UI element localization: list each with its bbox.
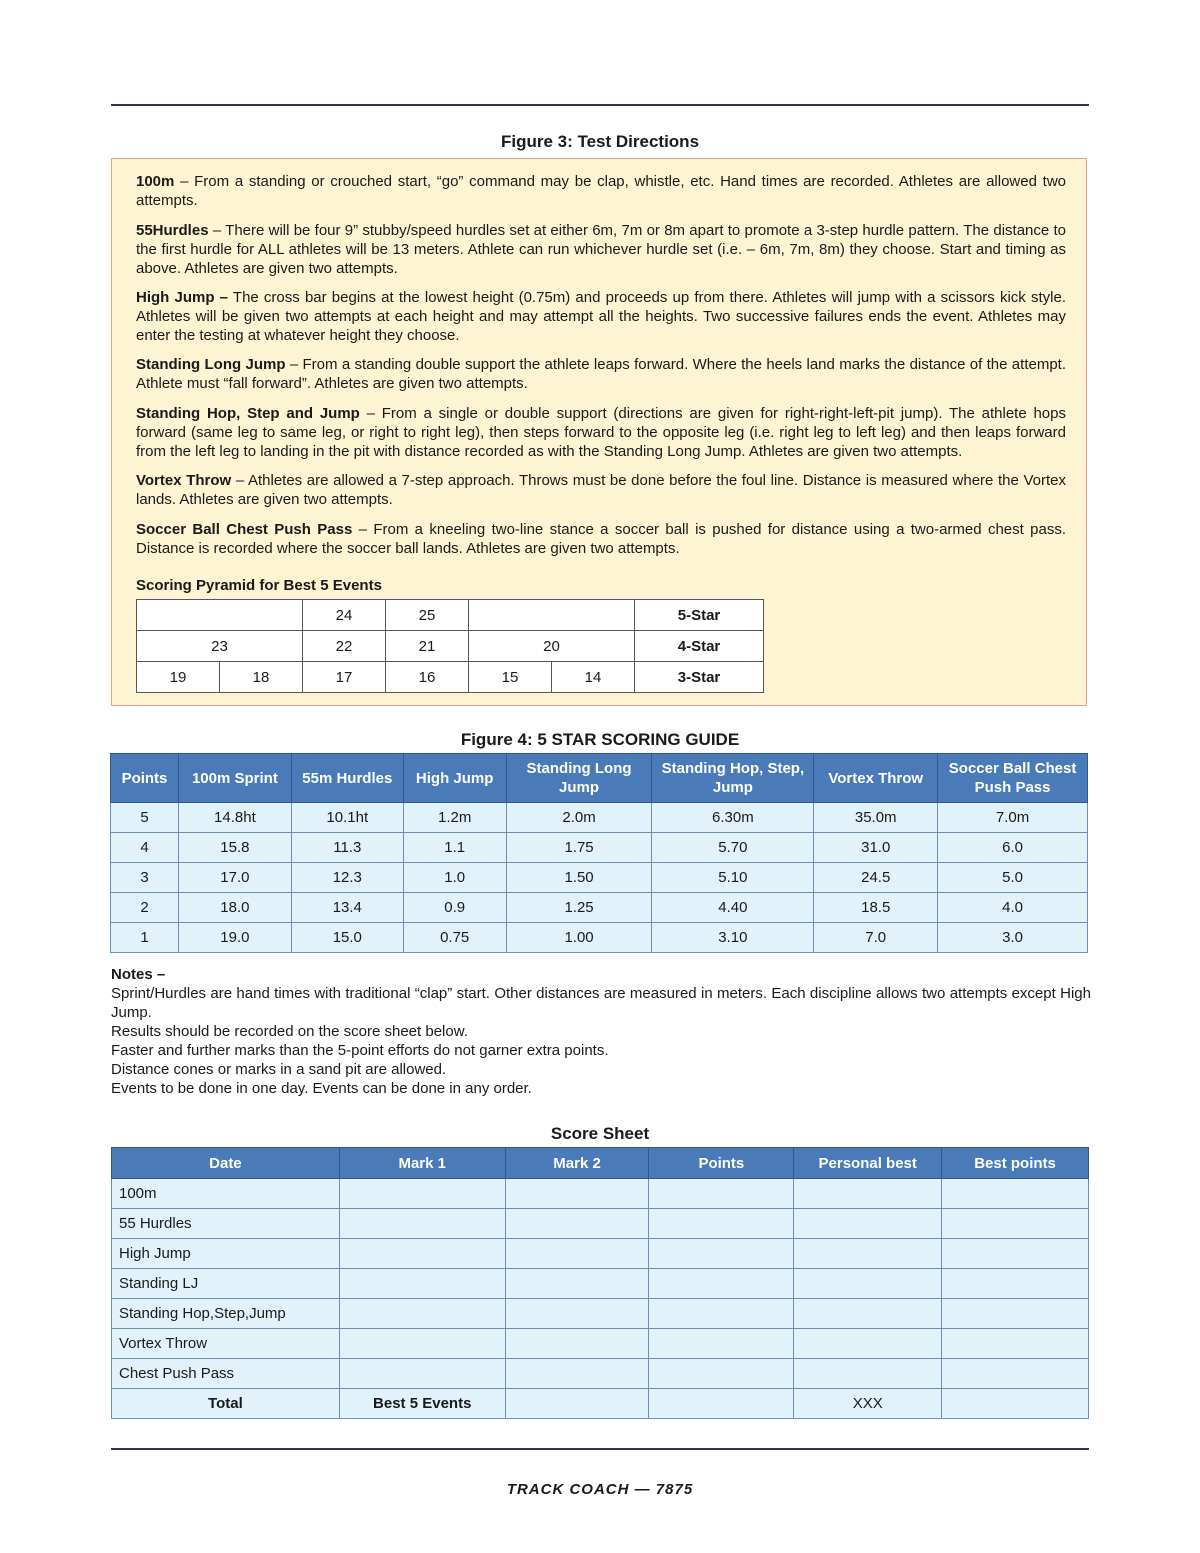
guide-cell: 17.0 (178, 863, 291, 893)
direction-text: – Athletes are allowed a 7-step approach. Throws must be done before the foul line. Distance is measured where the Vortex lands. Athletes are given two attempts. (136, 472, 1067, 508)
direction-name: 55Hurdles (136, 222, 209, 239)
guide-header-cell: Standing Hop, Step, Jump (652, 754, 814, 803)
mark-1-field[interactable] (339, 1329, 505, 1359)
figure-4-title: Figure 4: 5 STAR SCORING GUIDE (460, 730, 740, 749)
score-row-chest-push-pass (112, 1359, 1089, 1389)
direction-standing-hop-step-jump (136, 404, 1066, 461)
scoring-guide-table (110, 753, 1088, 953)
pyramid-cell: 24 (303, 600, 386, 631)
best-points-field[interactable] (942, 1359, 1089, 1389)
scoring-pyramid-table (136, 599, 764, 693)
guide-cell: 15.0 (291, 923, 403, 953)
guide-cell: 7.0 (814, 923, 938, 953)
pyramid-cell: 22 (303, 631, 386, 662)
total-label: Total (112, 1389, 340, 1419)
direction-text: – From a single or double support (directions are given for right-right-left-pit jump). The athlete hops forward (same leg to same leg, or right to right leg), then steps forward to the opposite leg (i.e. right leg to left leg) and then leaps forward from the left leg to landing in the pit with distance recorded as with the Standing Long Jump. Athletes are given two attempts. (136, 405, 1066, 460)
guide-cell: 1 (111, 923, 179, 953)
pyramid-row-5-star (137, 600, 764, 631)
score-event-label: 55 Hurdles (112, 1209, 340, 1239)
guide-cell: 3.10 (652, 923, 814, 953)
guide-cell: 6.30m (652, 803, 814, 833)
guide-cell: 5 (111, 803, 179, 833)
score-header-cell: Mark 2 (505, 1148, 649, 1179)
score-row-high-jump (112, 1239, 1089, 1269)
personal-best-field[interactable] (794, 1239, 942, 1269)
pyramid-cell-empty (469, 600, 635, 631)
points-field[interactable] (649, 1359, 794, 1389)
direction-text: – From a standing double support the athlete leaps forward. Where the heels land marks the distance of the attempt. Athlete must “fall forward”. Athletes are given two attempts. (136, 356, 1067, 392)
page-footer: TRACK COACH — 7875 (506, 1481, 694, 1498)
direction-name: Soccer Ball Chest Push Pass (136, 521, 353, 538)
personal-best-field[interactable] (794, 1269, 942, 1299)
direction-name: Standing Hop, Step and Jump (136, 405, 360, 422)
pyramid-cell: 17 (303, 662, 386, 693)
best-points-field[interactable] (942, 1389, 1089, 1419)
pyramid-cell-empty (137, 600, 303, 631)
guide-header-cell: 55m Hurdles (291, 754, 403, 803)
guide-cell: 2 (111, 893, 179, 923)
notes-title: Notes – (111, 966, 166, 983)
guide-cell: 1.1 (403, 833, 506, 863)
guide-header-row (111, 754, 1088, 803)
personal-best-field[interactable] (794, 1329, 942, 1359)
best-points-field[interactable] (942, 1269, 1089, 1299)
guide-cell: 0.9 (403, 893, 506, 923)
guide-cell: 15.8 (178, 833, 291, 863)
pyramid-star-label: 5-Star (635, 600, 764, 631)
pyramid-cell: 21 (386, 631, 469, 662)
best-points-field[interactable] (942, 1329, 1089, 1359)
score-event-label: Standing LJ (112, 1269, 340, 1299)
guide-cell: 14.8ht (178, 803, 291, 833)
guide-cell: 4.0 (938, 893, 1088, 923)
points-field[interactable] (649, 1329, 794, 1359)
guide-cell: 31.0 (814, 833, 938, 863)
mark-2-field[interactable] (505, 1389, 649, 1419)
guide-cell: 1.75 (506, 833, 652, 863)
pyramid-cell: 19 (137, 662, 220, 693)
direction-name: High Jump – (136, 289, 229, 306)
guide-cell: 1.50 (506, 863, 652, 893)
pyramid-row-3-star (137, 662, 764, 693)
pyramid-star-label: 4-Star (635, 631, 764, 662)
guide-header-cell: 100m Sprint (178, 754, 291, 803)
guide-cell: 3.0 (938, 923, 1088, 953)
guide-cell: 19.0 (178, 923, 291, 953)
personal-best-field[interactable] (794, 1299, 942, 1329)
points-field[interactable] (649, 1269, 794, 1299)
guide-cell: 18.0 (178, 893, 291, 923)
score-event-label: 100m (112, 1179, 340, 1209)
best-points-field[interactable] (942, 1239, 1089, 1269)
mark-2-field[interactable] (505, 1329, 649, 1359)
xxx-placeholder: XXX (794, 1389, 942, 1419)
best-points-field[interactable] (942, 1179, 1089, 1209)
guide-cell: 1.0 (403, 863, 506, 893)
best-points-field[interactable] (942, 1299, 1089, 1329)
guide-cell: 11.3 (291, 833, 403, 863)
best-5-events-label: Best 5 Events (339, 1389, 505, 1419)
pyramid-cell: 23 (137, 631, 303, 662)
score-header-cell: Mark 1 (339, 1148, 505, 1179)
points-field[interactable] (649, 1209, 794, 1239)
direction-text: The cross bar begins at the lowest height (0.75m) and proceeds up from there. Athletes will jump with a scissors kick style. Athletes will be given two attempts at each height and may attempt all the heights. Two successive failures ends the event. Athletes may enter the testing at whatever height they choose. (136, 289, 1066, 344)
guide-cell: 12.3 (291, 863, 403, 893)
score-header-cell: Points (649, 1148, 794, 1179)
guide-cell: 3 (111, 863, 179, 893)
score-event-label: High Jump (112, 1239, 340, 1269)
score-header-cell: Date (112, 1148, 340, 1179)
guide-row (111, 863, 1088, 893)
guide-row (111, 803, 1088, 833)
guide-cell: 1.25 (506, 893, 652, 923)
mark-2-field[interactable] (505, 1239, 649, 1269)
best-points-field[interactable] (942, 1209, 1089, 1239)
guide-cell: 2.0m (506, 803, 652, 833)
guide-cell: 1.00 (506, 923, 652, 953)
top-rule (111, 104, 1089, 106)
personal-best-field[interactable] (794, 1179, 942, 1209)
guide-header-cell: Standing Long Jump (506, 754, 652, 803)
note-line: Sprint/Hurdles are hand times with traditional “clap” start. Other distances are measured in meters. Each discipline allows two attempts except High Jump. (111, 985, 1091, 1021)
guide-cell: 1.2m (403, 803, 506, 833)
pyramid-cell: 16 (386, 662, 469, 693)
guide-header-cell: Soccer Ball Chest Push Pass (938, 754, 1088, 803)
guide-cell: 5.70 (652, 833, 814, 863)
points-field[interactable] (649, 1299, 794, 1329)
mark-1-field[interactable] (339, 1359, 505, 1389)
guide-header-cell: High Jump (403, 754, 506, 803)
mark-2-field[interactable] (505, 1299, 649, 1329)
direction-100m (136, 172, 1066, 210)
guide-cell: 18.5 (814, 893, 938, 923)
guide-cell: 5.0 (938, 863, 1088, 893)
score-row-standing-lj (112, 1269, 1089, 1299)
pyramid-star-label: 3-Star (635, 662, 764, 693)
direction-high-jump (136, 288, 1066, 345)
note-line: Events to be done in one day. Events can be done in any order. (111, 1080, 532, 1097)
score-row-standing-hop-step-jump (112, 1299, 1089, 1329)
scoring-pyramid-title: Scoring Pyramid for Best 5 Events (136, 577, 382, 594)
score-header-cell: Personal best (794, 1148, 942, 1179)
guide-cell: 10.1ht (291, 803, 403, 833)
guide-row (111, 893, 1088, 923)
score-sheet-title: Score Sheet (550, 1124, 650, 1143)
score-header-row (112, 1148, 1089, 1179)
score-event-label: Chest Push Pass (112, 1359, 340, 1389)
mark-2-field[interactable] (505, 1269, 649, 1299)
mark-1-field[interactable] (339, 1299, 505, 1329)
guide-cell: 4 (111, 833, 179, 863)
mark-2-field[interactable] (505, 1179, 649, 1209)
guide-cell: 4.40 (652, 893, 814, 923)
figure-3-title: Figure 3: Test Directions (500, 132, 700, 151)
guide-cell: 35.0m (814, 803, 938, 833)
guide-row (111, 833, 1088, 863)
bottom-rule (111, 1448, 1089, 1450)
score-event-label: Standing Hop,Step,Jump (112, 1299, 340, 1329)
mark-1-field[interactable] (339, 1239, 505, 1269)
direction-name: Standing Long Jump (136, 356, 286, 373)
pyramid-cell: 15 (469, 662, 552, 693)
guide-cell: 6.0 (938, 833, 1088, 863)
points-field[interactable] (649, 1389, 794, 1419)
score-header-cell: Best points (942, 1148, 1089, 1179)
note-line: Faster and further marks than the 5-point efforts do not garner extra points. (111, 1042, 609, 1059)
personal-best-field[interactable] (794, 1209, 942, 1239)
direction-text: – From a kneeling two-line stance a soccer ball is pushed for distance using a two-armed chest pass. Distance is recorded where the soccer ball lands. Athletes are given two attempts. (136, 521, 1066, 557)
direction-soccer-ball-chest-push-pass (136, 520, 1066, 558)
guide-header-cell: Vortex Throw (814, 754, 938, 803)
guide-cell: 13.4 (291, 893, 403, 923)
notes-section (111, 965, 1091, 1098)
pyramid-cell: 14 (552, 662, 635, 693)
score-row-100m (112, 1179, 1089, 1209)
guide-header-cell: Points (111, 754, 179, 803)
score-row-total (112, 1389, 1089, 1419)
guide-cell: 7.0m (938, 803, 1088, 833)
score-row-vortex-throw (112, 1329, 1089, 1359)
direction-55hurdles (136, 221, 1066, 278)
pyramid-cell: 18 (220, 662, 303, 693)
direction-text: – From a standing or crouched start, “go” command may be clap, whistle, etc. Hand times are recorded. Athletes are allowed two attempts. (136, 173, 1066, 209)
mark-1-field[interactable] (339, 1209, 505, 1239)
personal-best-field[interactable] (794, 1359, 942, 1389)
points-field[interactable] (649, 1239, 794, 1269)
pyramid-cell: 25 (386, 600, 469, 631)
pyramid-row-4-star (137, 631, 764, 662)
score-event-label: Vortex Throw (112, 1329, 340, 1359)
direction-name: 100m (136, 173, 175, 190)
mark-2-field[interactable] (505, 1209, 649, 1239)
guide-cell: 24.5 (814, 863, 938, 893)
note-line: Distance cones or marks in a sand pit are allowed. (111, 1061, 447, 1078)
test-directions-box (111, 158, 1087, 706)
guide-cell: 0.75 (403, 923, 506, 953)
score-row-55-hurdles (112, 1209, 1089, 1239)
score-sheet-table (111, 1147, 1089, 1419)
note-line: Results should be recorded on the score sheet below. (111, 1023, 468, 1040)
direction-text: – There will be four 9” stubby/speed hurdles set at either 6m, 7m or 8m apart to promote a 3-step hurdle pattern. The distance to the first hurdle for ALL athletes will be 13 meters. Athlete can run whichever hurdle set (i.e. – 6m, 7m, 8m) they choose. Start and timing as above. Athletes are given two attempts. (136, 222, 1066, 277)
guide-row (111, 923, 1088, 953)
mark-2-field[interactable] (505, 1359, 649, 1389)
mark-1-field[interactable] (339, 1269, 505, 1299)
direction-vortex-throw (136, 471, 1066, 509)
direction-name: Vortex Throw (136, 472, 232, 489)
guide-cell: 5.10 (652, 863, 814, 893)
mark-1-field[interactable] (339, 1179, 505, 1209)
pyramid-cell: 20 (469, 631, 635, 662)
points-field[interactable] (649, 1179, 794, 1209)
direction-standing-long-jump (136, 355, 1066, 393)
